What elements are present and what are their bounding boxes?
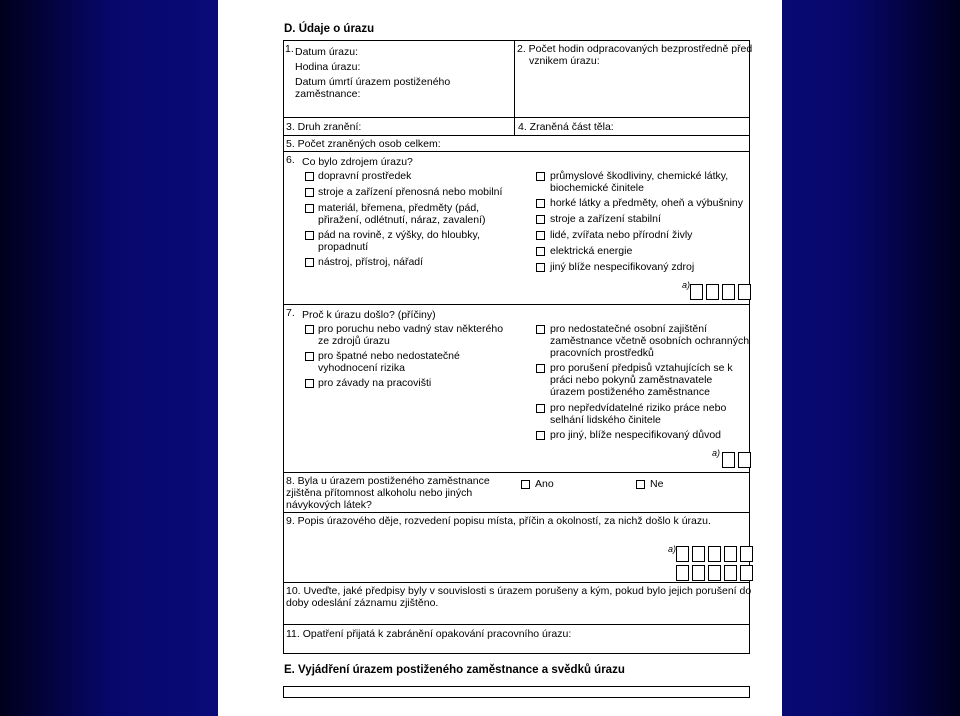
q1-date-label: Datum úrazu: bbox=[295, 46, 359, 58]
q7-option-label: práci nebo pokynů zaměstnavatele bbox=[550, 374, 713, 386]
q7-option-label: pro porušení předpisů vztahujících se k bbox=[550, 362, 733, 374]
q6-option-label: stroje a zařízení stabilní bbox=[550, 213, 661, 225]
q8-yes-checkbox[interactable] bbox=[521, 480, 530, 489]
q6-option-label: průmyslové škodliviny, chemické látky, bbox=[550, 170, 729, 182]
row-separator bbox=[283, 135, 750, 136]
q7-option-label: úrazem postiženého zaměstnance bbox=[550, 386, 710, 398]
q6-code-box[interactable] bbox=[722, 284, 735, 300]
q6-code-box[interactable] bbox=[690, 284, 703, 300]
q7-option-label: pro závady na pracovišti bbox=[318, 377, 432, 389]
q6-option-label: přiražení, odlétnutí, náraz, zavalení) bbox=[318, 214, 486, 226]
q9-code-box[interactable] bbox=[724, 546, 737, 562]
q6-code-box[interactable] bbox=[738, 284, 751, 300]
divider bbox=[514, 117, 515, 135]
section-d-title: D. Údaje o úrazu bbox=[284, 23, 375, 35]
q6-checkbox[interactable] bbox=[305, 231, 314, 240]
q1-death-label: Datum úmrtí úrazem postiženého bbox=[295, 76, 451, 88]
q8-question: návykových látek? bbox=[286, 499, 372, 511]
q6-checkbox[interactable] bbox=[536, 263, 545, 272]
q6-option-label: pád na rovině, z výšky, do hloubky, bbox=[318, 229, 480, 241]
q9-code-box[interactable] bbox=[708, 546, 721, 562]
q6-option-label: elektrická energie bbox=[550, 245, 633, 257]
q9-code-box[interactable] bbox=[740, 546, 753, 562]
q6-option-label: biochemické činitele bbox=[550, 182, 644, 194]
form-page bbox=[218, 0, 782, 716]
q7-code-box[interactable] bbox=[738, 452, 751, 468]
q2-label: 2. Počet hodin odpracovaných bezprostředně před bbox=[517, 43, 753, 55]
q5-injured-count: 5. Počet zraněných osob celkem: bbox=[286, 138, 441, 150]
q6-checkbox[interactable] bbox=[305, 188, 314, 197]
row-separator bbox=[283, 624, 750, 625]
q10-regulations: 10. Uveďte, jaké předpisy byly v souvislosti s úrazem porušeny a kým, pokud bylo jejich porušení do bbox=[286, 585, 752, 597]
q9-footnote-mark: a) bbox=[668, 544, 677, 554]
q7-option-label: pracovních prostředků bbox=[550, 347, 654, 359]
row-separator bbox=[283, 304, 750, 305]
row-separator bbox=[283, 512, 750, 513]
q7-option-label: selhání lidského činitele bbox=[550, 414, 661, 426]
q7-checkbox[interactable] bbox=[536, 431, 545, 440]
q7-option-label: pro poruchu nebo vadný stav některého bbox=[318, 323, 504, 335]
q6-checkbox[interactable] bbox=[305, 172, 314, 181]
q11-measures: 11. Opatření přijatá k zabránění opakování pracovního úrazu: bbox=[286, 628, 572, 640]
q6-code-box[interactable] bbox=[706, 284, 719, 300]
q7-option-label: ze zdrojů úrazu bbox=[318, 335, 390, 347]
q9-code-box[interactable] bbox=[740, 565, 753, 581]
q9-description: 9. Popis úrazového děje, rozvedení popisu místa, příčin a okolností, za nichž došlo k úrazu. bbox=[286, 515, 711, 527]
q9-code-box[interactable] bbox=[676, 546, 689, 562]
q6-checkbox[interactable] bbox=[536, 231, 545, 240]
q7-checkbox[interactable] bbox=[536, 404, 545, 413]
q7-option-label: pro jiný, blíže nespecifikovaný důvod bbox=[550, 429, 722, 441]
q6-checkbox[interactable] bbox=[305, 258, 314, 267]
q7-checkbox[interactable] bbox=[536, 325, 545, 334]
q6-question: Co bylo zdrojem úrazu? bbox=[302, 156, 413, 168]
q8-no-label: Ne bbox=[650, 478, 664, 490]
q7-option-label: pro nedostatečné osobní zajištění bbox=[550, 323, 708, 335]
q8-yes-label: Ano bbox=[535, 478, 554, 490]
q10-regulations: doby odeslání záznamu zjištěno. bbox=[286, 597, 439, 609]
q9-code-box[interactable] bbox=[676, 565, 689, 581]
q8-no-checkbox[interactable] bbox=[636, 480, 645, 489]
q7-checkbox[interactable] bbox=[305, 379, 314, 388]
q6-option-label: lidé, zvířata nebo přírodní živly bbox=[550, 229, 693, 241]
section-e-title: E. Vyjádření úrazem postiženého zaměstnance a svědků úrazu bbox=[284, 664, 625, 676]
section-e-field[interactable] bbox=[283, 686, 750, 698]
q7-checkbox[interactable] bbox=[305, 352, 314, 361]
q6-number: 6. bbox=[286, 154, 295, 166]
q9-code-box[interactable] bbox=[708, 565, 721, 581]
q4-injured-body-part: 4. Zraněná část těla: bbox=[518, 121, 614, 133]
q6-option-label: dopravní prostředek bbox=[318, 170, 412, 182]
q6-option-label: propadnutí bbox=[318, 241, 369, 253]
row-separator bbox=[283, 117, 750, 118]
q1-death-label-2: zaměstnance: bbox=[295, 88, 361, 100]
row-separator bbox=[283, 151, 750, 152]
q6-footnote-mark: a) bbox=[682, 280, 691, 290]
q7-option-label: pro nepředvídatelné riziko práce nebo bbox=[550, 402, 727, 414]
q1-number: 1. bbox=[285, 43, 294, 55]
q9-code-box[interactable] bbox=[724, 565, 737, 581]
q3-injury-type: 3. Druh zranění: bbox=[286, 121, 362, 133]
q7-number: 7. bbox=[286, 307, 295, 319]
q1-hour-label: Hodina úrazu: bbox=[295, 61, 361, 73]
q6-option-label: horké látky a předměty, oheň a výbušniny bbox=[550, 197, 743, 209]
q6-checkbox[interactable] bbox=[305, 204, 314, 213]
q7-question: Proč k úrazu došlo? (příčiny) bbox=[302, 309, 436, 321]
q6-checkbox[interactable] bbox=[536, 247, 545, 256]
q6-checkbox[interactable] bbox=[536, 172, 545, 181]
q9-code-box[interactable] bbox=[692, 565, 705, 581]
q6-option-label: jiný blíže nespecifikovaný zdroj bbox=[550, 261, 695, 273]
q8-question: zjištěna přítomnost alkoholu nebo jiných bbox=[286, 487, 473, 499]
q6-checkbox[interactable] bbox=[536, 215, 545, 224]
q7-checkbox[interactable] bbox=[536, 364, 545, 373]
q7-code-box[interactable] bbox=[722, 452, 735, 468]
q7-footnote-mark: a) bbox=[712, 448, 721, 458]
row-separator bbox=[283, 582, 750, 583]
row-separator bbox=[283, 472, 750, 473]
q6-option-label: stroje a zařízení přenosná nebo mobilní bbox=[318, 186, 503, 198]
q6-option-label: materiál, břemena, předměty (pád, bbox=[318, 202, 480, 214]
q2-label-2: vznikem úrazu: bbox=[529, 55, 600, 67]
q6-option-label: nástroj, přístroj, nářadí bbox=[318, 256, 424, 268]
q9-code-box[interactable] bbox=[692, 546, 705, 562]
q7-option-label: zaměstnance včetně osobních ochranných bbox=[550, 335, 750, 347]
q7-option-label: vyhodnocení rizika bbox=[318, 362, 405, 374]
q7-checkbox[interactable] bbox=[305, 325, 314, 334]
q7-option-label: pro špatné nebo nedostatečné bbox=[318, 350, 460, 362]
q6-checkbox[interactable] bbox=[536, 199, 545, 208]
q8-question: 8. Byla u úrazem postiženého zaměstnance bbox=[286, 475, 490, 487]
